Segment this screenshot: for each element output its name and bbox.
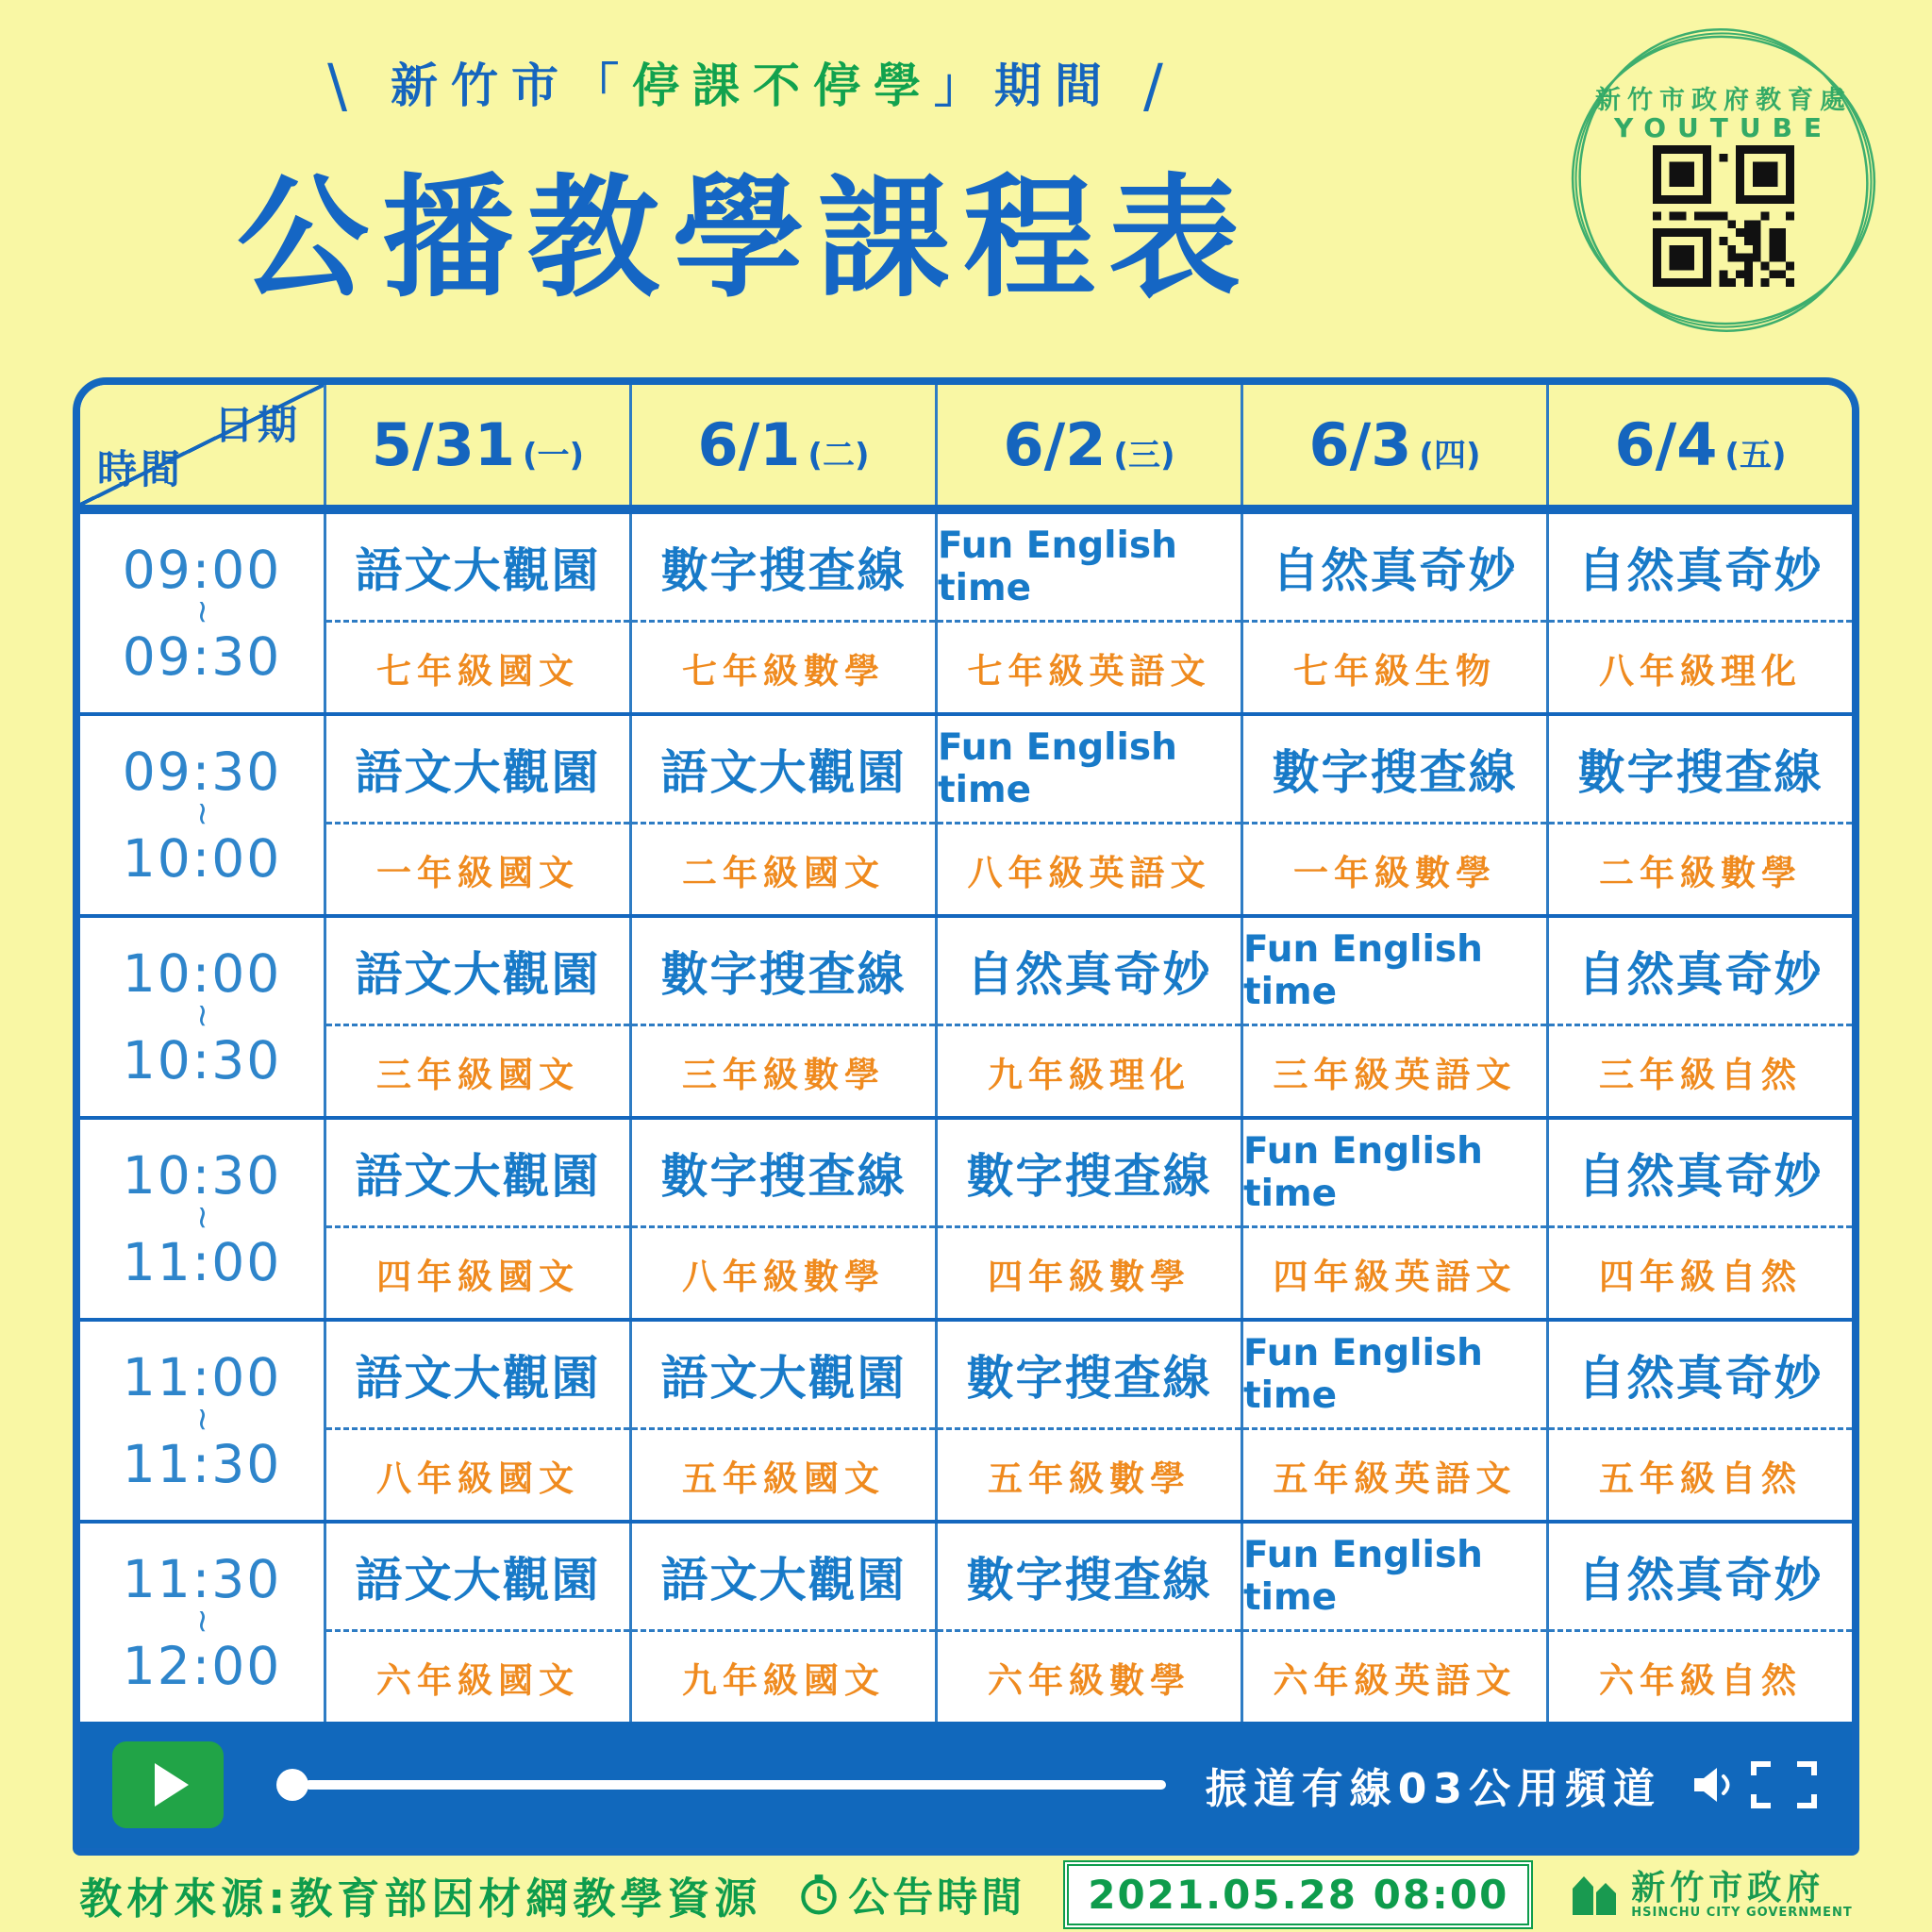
course-subject: 七年級國文	[376, 650, 579, 691]
time-tilde: ~	[183, 1607, 222, 1638]
schedule-cell	[1546, 1120, 1852, 1318]
logo-en-label: HSINCHU CITY GOVERNMENT	[1631, 1906, 1853, 1921]
hsinchu-logo-icon	[1571, 1872, 1620, 1917]
column-header	[935, 385, 1241, 505]
column-date: 6/1	[697, 410, 801, 479]
progress-track	[305, 1780, 1166, 1790]
schedule-cell	[324, 918, 629, 1116]
decor-slash-right: /	[1143, 51, 1163, 120]
time-cell	[80, 1322, 324, 1520]
schedule-table	[73, 377, 1859, 1856]
time-start: 10:30	[122, 1145, 282, 1207]
qr-badge-org: 新竹市政府教育處	[1595, 86, 1852, 115]
progress-bar[interactable]	[276, 1769, 1166, 1801]
logo-cn-label: 新竹市政府	[1631, 1868, 1825, 1907]
schedule-cell	[1546, 1322, 1852, 1520]
schedule-cell	[324, 1524, 629, 1722]
channel-label: 振道有線03公用頻道	[1205, 1765, 1661, 1813]
course-subject: 五年級自然	[1599, 1457, 1802, 1499]
column-date: 6/3	[1308, 410, 1412, 479]
table-header-row	[80, 385, 1852, 510]
course-title: 語文大觀園	[632, 1524, 935, 1632]
time-tilde: ~	[183, 598, 222, 628]
time-tilde: ~	[183, 800, 222, 830]
course-title: 數字搜查線	[1549, 716, 1852, 824]
schedule-cell	[629, 1524, 935, 1722]
column-day: (五)	[1724, 437, 1787, 475]
course-title: 語文大觀園	[326, 1322, 629, 1430]
time-end: 12:00	[122, 1635, 282, 1696]
column-day: (二)	[808, 437, 870, 475]
column-header	[629, 385, 935, 505]
time-cell	[80, 1120, 324, 1318]
course-title: 自然真奇妙	[1549, 1322, 1852, 1430]
schedule-cell	[1546, 918, 1852, 1116]
time-end: 10:00	[122, 827, 282, 889]
time-tilde: ~	[183, 1204, 222, 1234]
course-subject: 七年級生物	[1293, 650, 1496, 691]
schedule-cell	[1241, 716, 1546, 914]
time-end: 11:00	[122, 1231, 282, 1292]
course-title: 語文大觀園	[326, 1524, 629, 1632]
progress-handle[interactable]	[276, 1769, 308, 1801]
course-title: 數字搜查線	[938, 1322, 1241, 1430]
table-row	[80, 712, 1852, 914]
time-start: 11:30	[122, 1549, 282, 1610]
schedule-cell	[935, 918, 1241, 1116]
column-header	[1241, 385, 1546, 505]
corner-cell	[80, 385, 324, 505]
course-subject: 四年級自然	[1599, 1256, 1802, 1297]
time-tilde: ~	[183, 1002, 222, 1032]
hsinchu-gov-logo	[1571, 1870, 1852, 1921]
time-start: 09:30	[122, 741, 282, 803]
schedule-cell	[935, 1322, 1241, 1520]
schedule-cell	[1546, 1524, 1852, 1722]
subtitle	[0, 47, 1491, 120]
schedule-cell	[1241, 918, 1546, 1116]
schedule-cell	[1241, 1120, 1546, 1318]
schedule-cell	[1241, 514, 1546, 712]
fullscreen-button[interactable]	[1748, 1758, 1820, 1811]
table-row	[80, 510, 1852, 712]
course-title: 數字搜查線	[632, 514, 935, 623]
time-end: 10:30	[122, 1029, 282, 1091]
video-player-bar	[80, 1722, 1852, 1848]
time-cell	[80, 716, 324, 914]
schedule-cell	[935, 1524, 1241, 1722]
time-end: 09:30	[122, 625, 282, 687]
course-title: 語文大觀園	[326, 918, 629, 1026]
schedule-cell	[324, 716, 629, 914]
column-date: 6/2	[1003, 410, 1107, 479]
course-subject: 八年級數學	[682, 1256, 885, 1297]
speaker-icon	[1691, 1764, 1739, 1806]
fullscreen-icon	[1748, 1758, 1820, 1811]
corner-date-label: 日期	[213, 402, 301, 448]
course-subject: 三年級英語文	[1273, 1054, 1517, 1095]
course-subject: 八年級理化	[1599, 650, 1802, 691]
course-title: 自然真奇妙	[1549, 1120, 1852, 1228]
course-title: 數字搜查線	[1243, 716, 1546, 824]
course-title: 語文大觀園	[326, 1120, 629, 1228]
time-start: 09:00	[122, 540, 282, 601]
course-subject: 六年級國文	[376, 1659, 579, 1701]
course-title: 語文大觀園	[326, 716, 629, 824]
schedule-cell	[629, 716, 935, 914]
course-subject: 七年級數學	[682, 650, 885, 691]
course-subject: 九年級國文	[682, 1659, 885, 1701]
table-row	[80, 914, 1852, 1116]
course-title: 自然真奇妙	[1549, 918, 1852, 1026]
course-title: Fun English time	[938, 716, 1241, 824]
course-title: 自然真奇妙	[1243, 514, 1546, 623]
course-subject: 五年級數學	[988, 1457, 1191, 1499]
announce-time-value: 2021.05.28 08:00	[1063, 1860, 1533, 1929]
course-title: 語文大觀園	[632, 1322, 935, 1430]
schedule-cell	[1546, 514, 1852, 712]
time-end: 11:30	[122, 1433, 282, 1494]
course-title: Fun English time	[1243, 1322, 1546, 1430]
announce-time-group	[799, 1866, 1025, 1924]
schedule-cell	[324, 1120, 629, 1318]
course-title: 數字搜查線	[938, 1120, 1241, 1228]
schedule-cell	[324, 514, 629, 712]
course-title: 自然真奇妙	[1549, 1524, 1852, 1632]
course-title: 數字搜查線	[632, 918, 935, 1026]
course-subject: 三年級國文	[376, 1054, 579, 1095]
course-subject: 一年級數學	[1293, 852, 1496, 893]
course-title: 數字搜查線	[632, 1120, 935, 1228]
course-subject: 八年級國文	[376, 1457, 579, 1499]
course-subject: 五年級英語文	[1273, 1457, 1517, 1499]
course-title: 語文大觀園	[326, 514, 629, 623]
qr-badge-platform: YOUTUBE	[1613, 112, 1834, 143]
column-header	[1546, 385, 1852, 505]
course-title: Fun English time	[1243, 1524, 1546, 1632]
course-title: Fun English time	[1243, 1120, 1546, 1228]
course-subject: 七年級英語文	[967, 650, 1211, 691]
corner-time-label: 時間	[97, 446, 185, 492]
time-cell	[80, 1524, 324, 1722]
time-start: 11:00	[122, 1347, 282, 1408]
course-title: 自然真奇妙	[1549, 514, 1852, 623]
subtitle-highlight: 停課不停學	[632, 58, 934, 113]
course-subject: 二年級國文	[682, 852, 885, 893]
schedule-cell	[629, 1120, 935, 1318]
schedule-cell	[1241, 1524, 1546, 1722]
page-header	[0, 47, 1491, 323]
time-tilde: ~	[183, 1406, 222, 1436]
table-row	[80, 1520, 1852, 1722]
course-subject: 八年級英語文	[967, 852, 1211, 893]
course-title: 自然真奇妙	[938, 918, 1241, 1026]
course-subject: 三年級數學	[682, 1054, 885, 1095]
course-subject: 五年級國文	[682, 1457, 885, 1499]
play-icon	[155, 1763, 189, 1807]
schedule-cell	[1546, 716, 1852, 914]
clock-icon	[799, 1874, 839, 1917]
column-day: (一)	[523, 437, 585, 475]
course-title: 語文大觀園	[632, 716, 935, 824]
course-subject: 一年級國文	[376, 852, 579, 893]
column-day: (四)	[1419, 437, 1481, 475]
schedule-cell	[935, 1120, 1241, 1318]
page-title: 公播教學課程表	[236, 162, 1254, 316]
course-subject: 二年級數學	[1599, 852, 1802, 893]
course-title: Fun English time	[1243, 918, 1546, 1026]
schedule-cell	[1241, 1322, 1546, 1520]
volume-button[interactable]	[1691, 1764, 1739, 1806]
course-subject: 四年級數學	[988, 1256, 1191, 1297]
schedule-cell	[935, 716, 1241, 914]
course-title: 數字搜查線	[938, 1524, 1241, 1632]
schedule-cell	[629, 918, 935, 1116]
schedule-cell	[935, 514, 1241, 712]
qr-code	[1653, 145, 1794, 287]
table-row	[80, 1116, 1852, 1318]
course-subject: 六年級數學	[988, 1659, 1191, 1701]
qr-badge	[1564, 21, 1883, 340]
logo-text	[1631, 1870, 1852, 1921]
subtitle-part1: 新竹市「	[391, 58, 632, 113]
course-title: Fun English time	[938, 514, 1241, 623]
schedule-cell	[324, 1322, 629, 1520]
play-button[interactable]	[112, 1741, 224, 1828]
subtitle-part2: 」期間	[934, 58, 1115, 113]
column-date: 6/4	[1614, 410, 1718, 479]
time-cell	[80, 514, 324, 712]
page-footer	[0, 1860, 1932, 1929]
course-subject: 六年級自然	[1599, 1659, 1802, 1701]
course-subject: 四年級英語文	[1273, 1256, 1517, 1297]
material-source-label: 教材來源:教育部因材網教學資源	[79, 1874, 762, 1924]
column-day: (三)	[1113, 437, 1175, 475]
column-header	[324, 385, 629, 505]
schedule-cell	[629, 1322, 935, 1520]
table-row	[80, 1318, 1852, 1520]
column-date: 5/31	[371, 410, 515, 479]
announce-time-label: 公告時間	[848, 1874, 1026, 1922]
course-subject: 九年級理化	[988, 1054, 1191, 1095]
course-subject: 四年級國文	[376, 1256, 579, 1297]
course-subject: 六年級英語文	[1273, 1659, 1517, 1701]
time-cell	[80, 918, 324, 1116]
schedule-cell	[629, 514, 935, 712]
time-start: 10:00	[122, 943, 282, 1005]
decor-slash-left: \	[327, 51, 347, 120]
course-subject: 三年級自然	[1599, 1054, 1802, 1095]
